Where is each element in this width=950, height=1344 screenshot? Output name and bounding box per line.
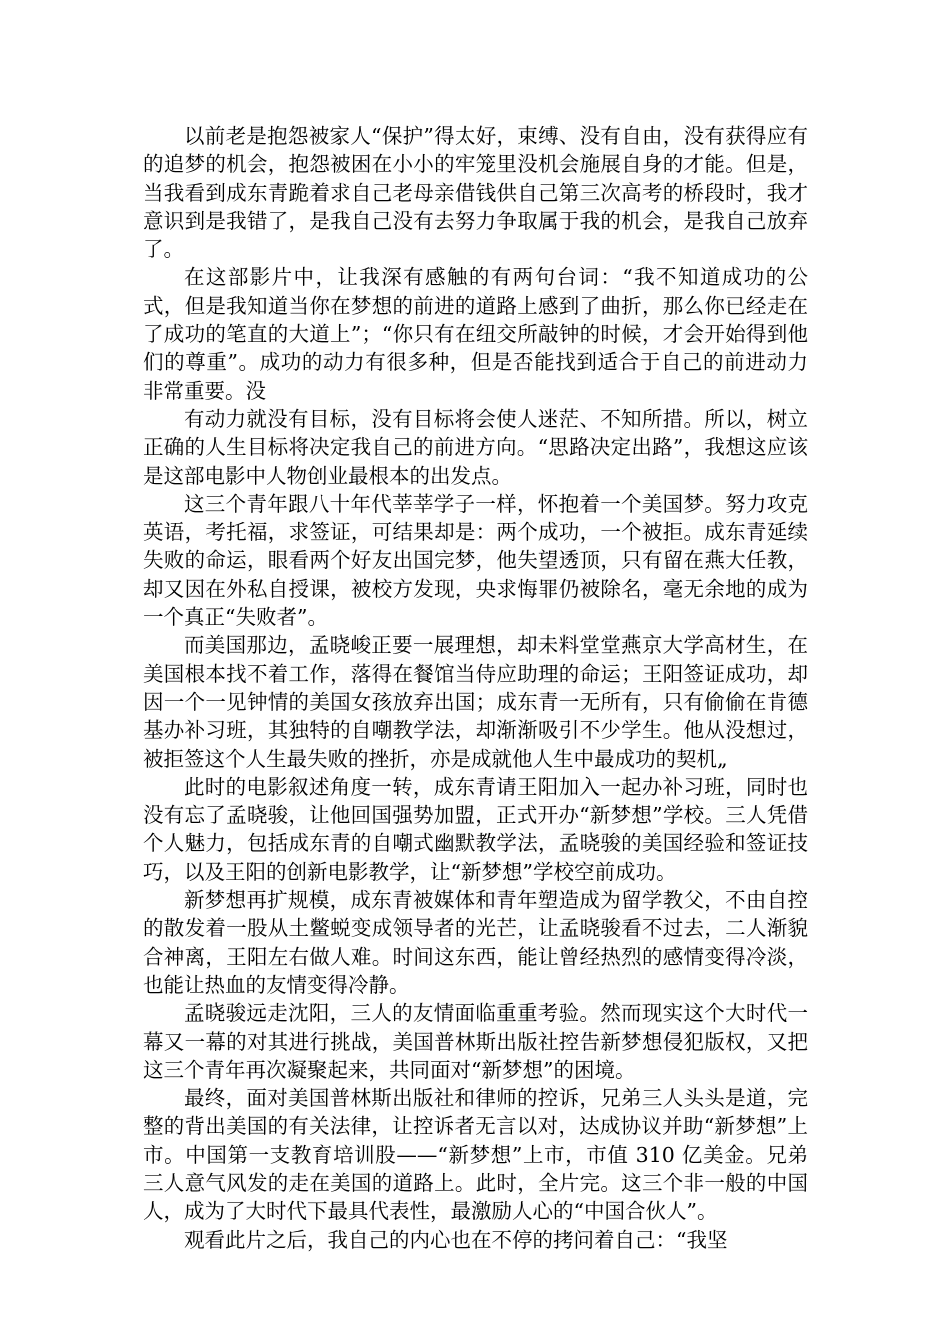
- paragraph: 以前老是抱怨被家人“保护”得太好，束缚、没有自由，没有获得应有的追梦的机会，抱怨被困在小小的牢笼里没机会施展自身的才能。但是，当我看到成东青跪着求自己老母亲借钱供自己第三次高考的桥段时，我才意识到是我错了，是我自己没有去努力争取属于我的机会，是我自己放弃了。: [143, 124, 808, 262]
- paragraph: 最终，面对美国普林斯出版社和律师的控诉，兄弟三人头头是道，完整的背出美国的有关法律，让控诉者无言以对，达成协议并助“新梦想”上市。中国第一支教育培训股——“新梦想”上市，市值 310 亿美金。兄弟三人意气风发的走在美国的道路上。此时，全片完。这三个非一般的中国人，成为了大时代下最具代表性，最激励人心的“中国合伙人”。: [143, 1086, 808, 1224]
- paragraph: 观看此片之后，我自己的内心也在不停的拷问着自己：“我坚: [184, 1227, 728, 1252]
- paragraph: 新梦想再扩规模，成东青被媒体和青年塑造成为留学教父，不由自控的散发着一股从土鳖蜕变成领导者的光芒，让孟晓骏看不过去，二人渐貌合神离，王阳左右做人难。时间这东西，能让曾经热烈的感情变得冷淡，也能让热血的友情变得冷静。: [143, 888, 808, 997]
- paragraph: 孟晓骏远走沈阳，三人的友情面临重重考验。然而现实这个大时代一幕又一幕的对其进行挑战，美国普林斯出版社控告新梦想侵犯版权，又把这三个青年再次凝聚起来，共同面对“新梦想”的困境。: [143, 1001, 808, 1082]
- document-page: [143, 122, 808, 1254]
- paragraph: 此时的电影叙述角度一转，成东青请王阳加入一起办补习班，同时也没有忘了孟晓骏，让他回国强势加盟，正式开办“新梦想”学校。三人凭借个人魅力，包括成东青的自嘲式幽默教学法，孟晓骏的美国经验和签证技巧，以及王阳的创新电影教学，让“新梦想”学校空前成功。: [143, 774, 808, 884]
- paragraph: 在这部影片中，让我深有感触的有两句台词：“我不知道成功的公式，但是我知道当你在梦想的前进的道路上感到了曲折，那么你已经走在了成功的笔直的大道上”；“你只有在纽交所敲钟的时候，才会开始得到他们的尊重”。成功的动力有很多种，但是否能找到适合于自己的前进动力非常重要。没: [143, 265, 808, 403]
- paragraph: 而美国那边，孟晓峻正要一展理想，却未料堂堂燕京大学高材生，在美国根本找不着工作，落得在餐馆当侍应助理的命运；王阳签证成功，却因一个一见钟情的美国女孩放弃出国；成东青一无所有，只有偷偷在肯德基办补习班，其独特的自嘲教学法，却渐渐吸引不少学生。他从没想过，被拒签这个人生最失败的挫折，亦是成就他人生中最成功的契机„: [143, 633, 808, 771]
- paragraph: 这三个青年跟八十年代莘莘学子一样，怀抱着一个美国梦。努力攻克英语，考托福，求签证，可结果却是：两个成功，一个被拒。成东青延续失败的命运，眼看两个好友出国完梦，他失望透顶，只有留在燕大任教，却又因在外私自授课，被校方发现，央求悔罪仍被除名，毫无余地的成为一个真正“失败者”。: [143, 491, 808, 630]
- paragraph: 有动力就没有目标，没有目标将会使人迷茫、不知所措。所以，树立正确的人生目标将决定我自己的前进方向。“思路决定出路”，我想这应该是这部电影中人物创业最根本的出发点。: [143, 406, 808, 488]
